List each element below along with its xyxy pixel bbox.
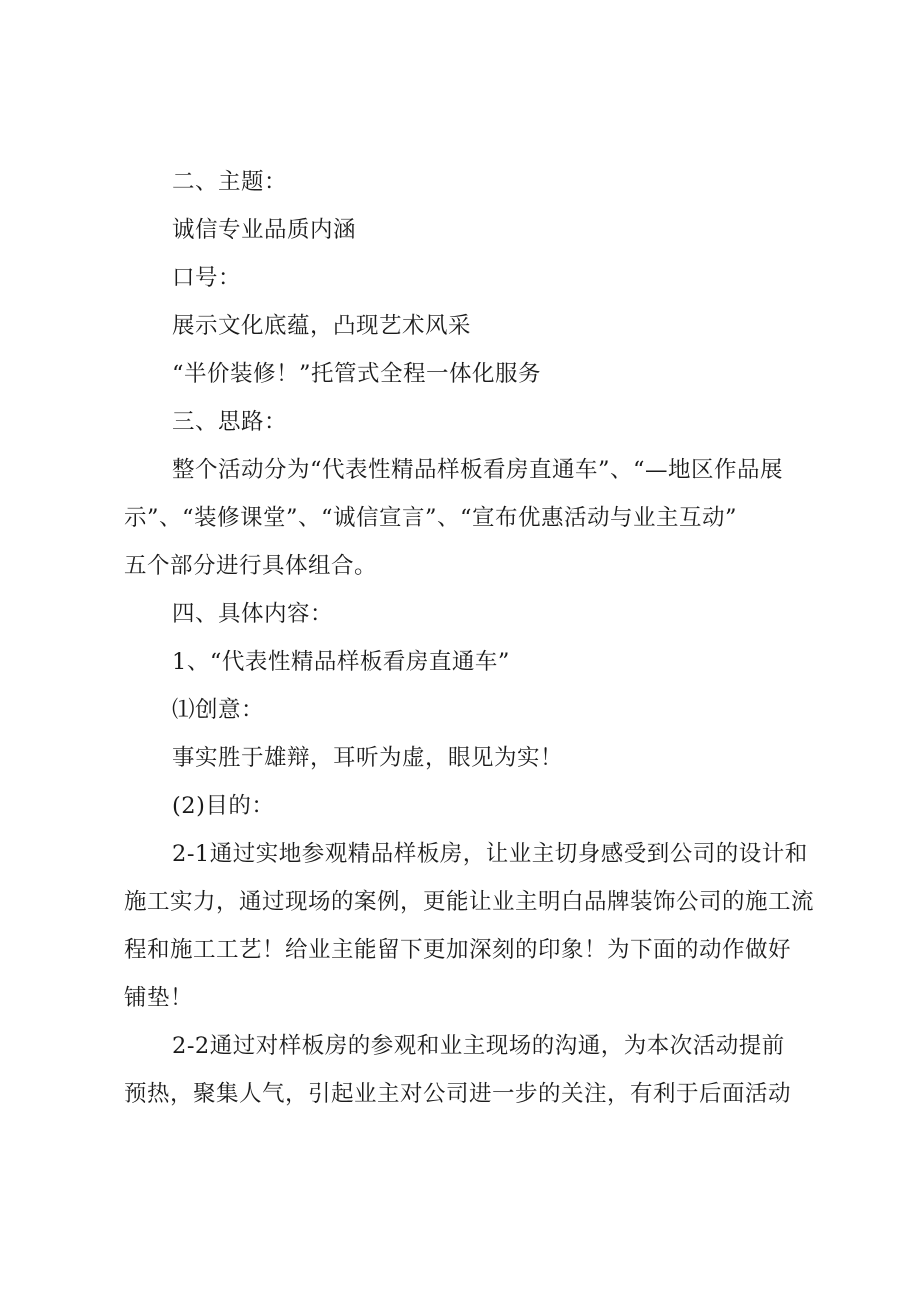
theme-text: 诚信专业品质内涵 — [172, 217, 357, 243]
creative-text: 事实胜于雄辩，耳听为虚，眼见为实！ — [172, 745, 564, 771]
purpose-2-line-2: 预热，聚集人气，引起业主对公司进一步的关注，有利于后面活动 — [124, 1081, 792, 1107]
purpose-2-line-1: 2-2通过对样板房的参观和业主现场的沟通，为本次活动提前 — [172, 1033, 785, 1059]
subheading-showroom: 1、“代表性精品样板看房直通车” — [172, 649, 510, 675]
heading-details: 四、具体内容： — [172, 601, 334, 627]
purpose-label: (2)目的： — [172, 793, 275, 819]
purpose-1-line-4: 铺垫！ — [124, 985, 194, 1011]
heading-theme: 二、主题： — [172, 169, 288, 195]
heading-approach: 三、思路： — [172, 409, 288, 435]
creative-label: ⑴创意： — [172, 697, 265, 723]
approach-paragraph-line-1: 整个活动分为“代表性精品样板看房直通车”、“—地区作品展 — [172, 457, 784, 483]
slogan-line-2: “半价装修！”托管式全程一体化服务 — [172, 361, 542, 387]
purpose-1-line-3: 程和施工工艺！给业主能留下更加深刻的印象！为下面的动作做好 — [124, 937, 792, 963]
slogan-line-1: 展示文化底蕴，凸现艺术风采 — [172, 313, 472, 339]
purpose-1-line-1: 2-1通过实地参观精品样板房，让业主切身感受到公司的设计和 — [172, 841, 808, 867]
approach-paragraph-line-3: 五个部分进行具体组合。 — [124, 553, 378, 579]
slogan-label: 口号： — [172, 265, 242, 291]
purpose-1-line-2: 施工实力，通过现场的案例，更能让业主明白品牌装饰公司的施工流 — [124, 889, 815, 915]
approach-paragraph-line-2: 示”、“装修课堂”、“诚信宣言”、“宣布优惠活动与业主互动” — [124, 505, 738, 531]
